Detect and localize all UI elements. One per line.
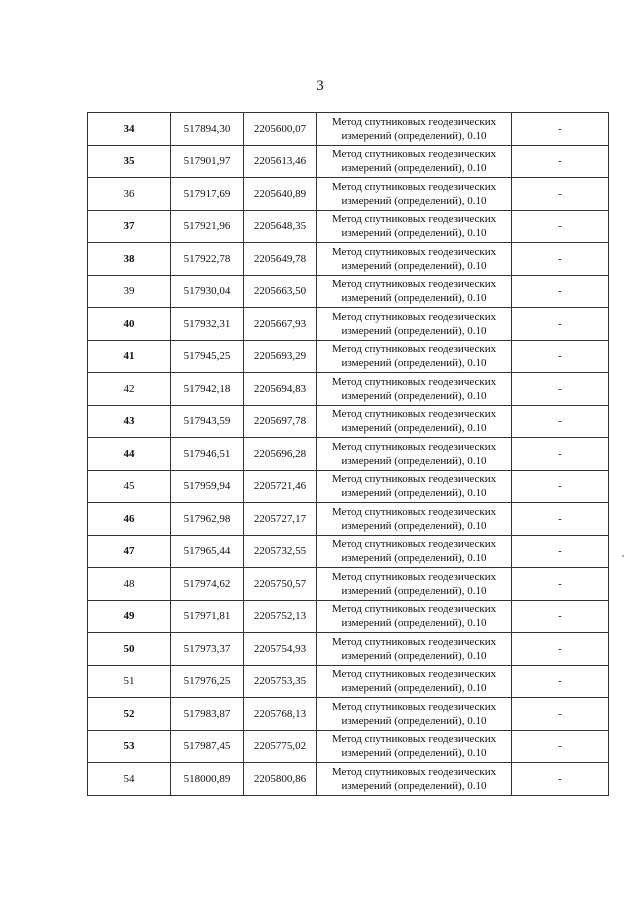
coordinates-table-body <box>88 113 609 796</box>
page-number: 3 <box>316 78 324 94</box>
method-cell <box>317 535 512 568</box>
point-number-cell: 46 <box>88 503 171 536</box>
table-row <box>88 535 609 568</box>
note-cell: - <box>512 275 609 308</box>
x-coordinate-cell: 517922,78 <box>171 243 244 276</box>
method-line-2: измерений (определений), 0.10 <box>341 617 487 630</box>
point-number-cell: 36 <box>88 178 171 211</box>
method-line-1: Метод спутниковых геодезических <box>331 148 497 161</box>
method-cell <box>317 438 512 471</box>
point-number-cell: 35 <box>88 145 171 178</box>
method-cell <box>317 178 512 211</box>
note-cell: - <box>512 535 609 568</box>
y-coordinate-cell: 2205693,29 <box>244 340 317 373</box>
point-number-cell: 42 <box>88 373 171 406</box>
table-row <box>88 243 609 276</box>
y-coordinate-cell: 2205648,35 <box>244 210 317 243</box>
method-line-1: Метод спутниковых геодезических <box>331 180 497 193</box>
y-coordinate-cell: 2205775,02 <box>244 730 317 763</box>
y-coordinate-cell: 2205649,78 <box>244 243 317 276</box>
table-row <box>88 470 609 503</box>
table-row <box>88 405 609 438</box>
x-coordinate-cell: 517946,51 <box>171 438 244 471</box>
note-cell: - <box>512 340 609 373</box>
table-row <box>88 275 609 308</box>
method-line-2: измерений (определений), 0.10 <box>341 292 487 305</box>
x-coordinate-cell: 517945,25 <box>171 340 244 373</box>
point-number-cell: 53 <box>88 730 171 763</box>
x-coordinate-cell: 517976,25 <box>171 665 244 698</box>
x-coordinate-cell: 517943,59 <box>171 405 244 438</box>
method-cell <box>317 113 512 146</box>
y-coordinate-cell: 2205721,46 <box>244 470 317 503</box>
x-coordinate-cell: 517894,30 <box>171 113 244 146</box>
table-row <box>88 178 609 211</box>
y-coordinate-cell: 2205752,13 <box>244 600 317 633</box>
method-line-2: измерений (определений), 0.10 <box>341 162 487 175</box>
method-line-2: измерений (определений), 0.10 <box>341 779 487 792</box>
note-cell: - <box>512 243 609 276</box>
point-number-cell: 38 <box>88 243 171 276</box>
x-coordinate-cell: 517983,87 <box>171 698 244 731</box>
method-line-1: Метод спутниковых геодезических <box>331 473 497 486</box>
point-number-cell: 34 <box>88 113 171 146</box>
point-number-cell: 40 <box>88 308 171 341</box>
point-number-cell: 49 <box>88 600 171 633</box>
method-cell <box>317 210 512 243</box>
method-line-2: измерений (определений), 0.10 <box>341 714 487 727</box>
table-row <box>88 698 609 731</box>
note-cell: - <box>512 470 609 503</box>
table-row <box>88 113 609 146</box>
y-coordinate-cell: 2205663,50 <box>244 275 317 308</box>
note-cell: - <box>512 438 609 471</box>
method-cell <box>317 600 512 633</box>
y-coordinate-cell: 2205727,17 <box>244 503 317 536</box>
method-line-2: измерений (определений), 0.10 <box>341 259 487 272</box>
table-row <box>88 340 609 373</box>
method-line-1: Метод спутниковых геодезических <box>331 603 497 616</box>
x-coordinate-cell: 517973,37 <box>171 633 244 666</box>
y-coordinate-cell: 2205750,57 <box>244 568 317 601</box>
note-cell: - <box>512 210 609 243</box>
method-cell <box>317 730 512 763</box>
x-coordinate-cell: 517930,04 <box>171 275 244 308</box>
table-row <box>88 145 609 178</box>
point-number-cell: 39 <box>88 275 171 308</box>
table-row <box>88 763 609 796</box>
note-cell: - <box>512 763 609 796</box>
method-line-1: Метод спутниковых геодезических <box>331 245 497 258</box>
method-cell <box>317 698 512 731</box>
x-coordinate-cell: 518000,89 <box>171 763 244 796</box>
method-cell <box>317 373 512 406</box>
method-line-2: измерений (определений), 0.10 <box>341 487 487 500</box>
method-line-2: измерений (определений), 0.10 <box>341 227 487 240</box>
x-coordinate-cell: 517901,97 <box>171 145 244 178</box>
y-coordinate-cell: 2205697,78 <box>244 405 317 438</box>
method-line-2: измерений (определений), 0.10 <box>341 519 487 532</box>
table-row <box>88 568 609 601</box>
table-row <box>88 503 609 536</box>
method-line-1: Метод спутниковых геодезических <box>331 635 497 648</box>
note-cell: - <box>512 665 609 698</box>
coordinates-table <box>87 112 609 796</box>
method-cell <box>317 243 512 276</box>
method-line-2: измерений (определений), 0.10 <box>341 357 487 370</box>
x-coordinate-cell: 517917,69 <box>171 178 244 211</box>
note-cell: - <box>512 178 609 211</box>
method-line-2: измерений (определений), 0.10 <box>341 324 487 337</box>
table-row <box>88 373 609 406</box>
note-cell: - <box>512 568 609 601</box>
point-number-cell: 50 <box>88 633 171 666</box>
table-row <box>88 665 609 698</box>
y-coordinate-cell: 2205696,28 <box>244 438 317 471</box>
method-cell <box>317 568 512 601</box>
y-coordinate-cell: 2205800,86 <box>244 763 317 796</box>
point-number-cell: 37 <box>88 210 171 243</box>
method-cell <box>317 145 512 178</box>
note-cell: - <box>512 308 609 341</box>
method-line-1: Метод спутниковых геодезических <box>331 343 497 356</box>
method-line-1: Метод спутниковых геодезических <box>331 278 497 291</box>
note-cell: - <box>512 503 609 536</box>
point-number-cell: 48 <box>88 568 171 601</box>
x-coordinate-cell: 517921,96 <box>171 210 244 243</box>
method-line-2: измерений (определений), 0.10 <box>341 682 487 695</box>
note-cell: - <box>512 633 609 666</box>
x-coordinate-cell: 517962,98 <box>171 503 244 536</box>
point-number-cell: 47 <box>88 535 171 568</box>
note-cell: - <box>512 730 609 763</box>
method-line-2: измерений (определений), 0.10 <box>341 389 487 402</box>
note-cell: - <box>512 113 609 146</box>
table-row <box>88 210 609 243</box>
x-coordinate-cell: 517987,45 <box>171 730 244 763</box>
method-line-1: Метод спутниковых геодезических <box>331 115 497 128</box>
method-line-1: Метод спутниковых геодезических <box>331 310 497 323</box>
method-line-1: Метод спутниковых геодезических <box>331 700 497 713</box>
method-line-1: Метод спутниковых геодезических <box>331 505 497 518</box>
note-cell: - <box>512 698 609 731</box>
method-line-1: Метод спутниковых геодезических <box>331 375 497 388</box>
y-coordinate-cell: 2205754,93 <box>244 633 317 666</box>
method-cell <box>317 340 512 373</box>
table-row <box>88 438 609 471</box>
table-row <box>88 633 609 666</box>
y-coordinate-cell: 2205753,35 <box>244 665 317 698</box>
y-coordinate-cell: 2205768,13 <box>244 698 317 731</box>
method-line-1: Метод спутниковых геодезических <box>331 538 497 551</box>
method-line-1: Метод спутниковых геодезических <box>331 765 497 778</box>
method-line-2: измерений (определений), 0.10 <box>341 584 487 597</box>
point-number-cell: 51 <box>88 665 171 698</box>
point-number-cell: 54 <box>88 763 171 796</box>
scan-speck <box>622 555 624 557</box>
method-cell <box>317 763 512 796</box>
method-cell <box>317 275 512 308</box>
y-coordinate-cell: 2205600,07 <box>244 113 317 146</box>
x-coordinate-cell: 517974,62 <box>171 568 244 601</box>
method-line-1: Метод спутниковых геодезических <box>331 213 497 226</box>
note-cell: - <box>512 405 609 438</box>
method-cell <box>317 665 512 698</box>
x-coordinate-cell: 517971,81 <box>171 600 244 633</box>
point-number-cell: 43 <box>88 405 171 438</box>
method-line-1: Метод спутниковых геодезических <box>331 668 497 681</box>
note-cell: - <box>512 600 609 633</box>
note-cell: - <box>512 373 609 406</box>
method-line-2: измерений (определений), 0.10 <box>341 194 487 207</box>
y-coordinate-cell: 2205667,93 <box>244 308 317 341</box>
method-cell <box>317 633 512 666</box>
point-number-cell: 45 <box>88 470 171 503</box>
table-row <box>88 730 609 763</box>
method-cell <box>317 503 512 536</box>
method-line-2: измерений (определений), 0.10 <box>341 129 487 142</box>
method-line-2: измерений (определений), 0.10 <box>341 552 487 565</box>
y-coordinate-cell: 2205640,89 <box>244 178 317 211</box>
note-cell: - <box>512 145 609 178</box>
method-line-1: Метод спутниковых геодезических <box>331 440 497 453</box>
point-number-cell: 44 <box>88 438 171 471</box>
method-cell <box>317 405 512 438</box>
table-row <box>88 308 609 341</box>
method-cell <box>317 470 512 503</box>
x-coordinate-cell: 517932,31 <box>171 308 244 341</box>
method-line-1: Метод спутниковых геодезических <box>331 570 497 583</box>
method-line-2: измерений (определений), 0.10 <box>341 747 487 760</box>
method-cell <box>317 308 512 341</box>
y-coordinate-cell: 2205613,46 <box>244 145 317 178</box>
method-line-2: измерений (определений), 0.10 <box>341 454 487 467</box>
method-line-2: измерений (определений), 0.10 <box>341 649 487 662</box>
x-coordinate-cell: 517965,44 <box>171 535 244 568</box>
y-coordinate-cell: 2205732,55 <box>244 535 317 568</box>
point-number-cell: 52 <box>88 698 171 731</box>
method-line-1: Метод спутниковых геодезических <box>331 408 497 421</box>
x-coordinate-cell: 517959,94 <box>171 470 244 503</box>
method-line-2: измерений (определений), 0.10 <box>341 422 487 435</box>
table-row <box>88 600 609 633</box>
x-coordinate-cell: 517942,18 <box>171 373 244 406</box>
point-number-cell: 41 <box>88 340 171 373</box>
y-coordinate-cell: 2205694,83 <box>244 373 317 406</box>
method-line-1: Метод спутниковых геодезических <box>331 733 497 746</box>
